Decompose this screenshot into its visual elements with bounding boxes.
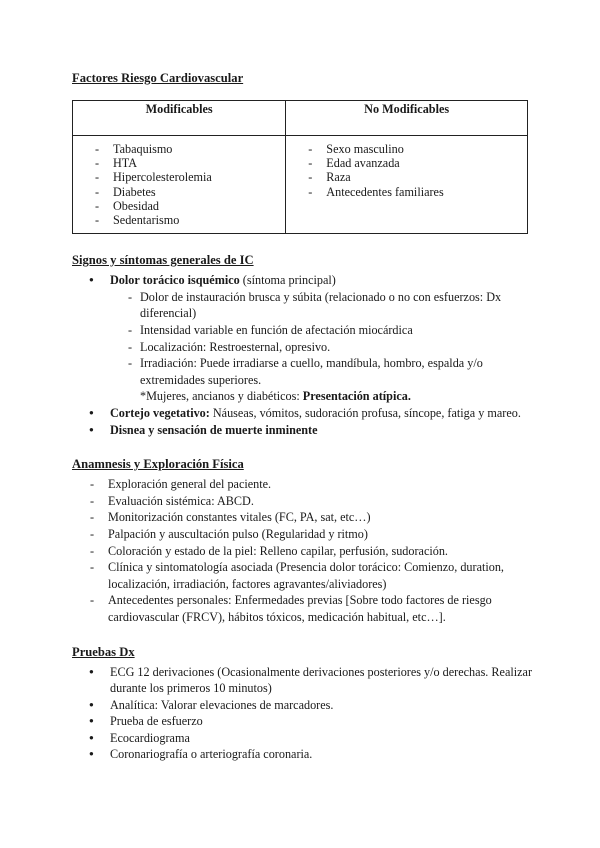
document-page bbox=[72, 70, 532, 763]
list-item: - Antecedentes personales: Enfermedades previas [Sobre todo factores de riesgo cardiovascular (FRCV), hábitos tóxicos, medicación habitual, etc…]. bbox=[72, 592, 532, 625]
list-item: ● Coronariografía o arteriografía coronaria. bbox=[72, 746, 532, 763]
list-item: ● Prueba de esfuerzo bbox=[72, 713, 532, 730]
list-item: ● Ecocardiograma bbox=[72, 730, 532, 747]
bullet-bold: Cortejo vegetativo: bbox=[110, 405, 210, 420]
list-item: - Coloración y estado de la piel: Relleno capilar, perfusión, sudoración. bbox=[72, 543, 532, 560]
bullet-bold: Dolor torácico isquémico bbox=[110, 273, 240, 288]
list-item: ● ECG 12 derivaciones (Ocasionalmente derivaciones posteriores y/o derechas. Realizar durante los primeros 10 minutos) bbox=[72, 664, 532, 697]
sub-item: - Irradiación: Puede irradiarse a cuello, mandíbula, hombro, espalda y/o extremidades superiores. bbox=[72, 355, 532, 388]
list-item: - Tabaquismo bbox=[73, 142, 285, 156]
list-item: - HTA bbox=[73, 156, 285, 170]
list-item: - Obesidad bbox=[73, 199, 285, 213]
tests-heading: Pruebas Dx bbox=[72, 644, 135, 659]
bullet-text: (síntoma principal) bbox=[239, 273, 336, 288]
sub-item: - Localización: Restroesternal, opresivo. bbox=[72, 339, 532, 356]
list-item: - Palpación y auscultación pulso (Regularidad y ritmo) bbox=[72, 526, 532, 543]
note-text: *Mujeres, ancianos y diabéticos: bbox=[140, 389, 303, 404]
risk-factors-table bbox=[72, 100, 528, 234]
modifiable-cell bbox=[73, 136, 286, 234]
modifiable-header: Modificables bbox=[73, 101, 286, 136]
list-item: - Monitorización constantes vitales (FC, PA, sat, etc…) bbox=[72, 509, 532, 526]
risk-factors-heading: Factores Riesgo Cardiovascular bbox=[72, 71, 244, 85]
note-bold: Presentación atípica. bbox=[302, 389, 411, 404]
list-item bbox=[72, 405, 532, 422]
non-modifiable-cell bbox=[286, 136, 528, 234]
sub-item: - Dolor de instauración brusca y súbita (relacionado o no con esfuerzos: Dx diferencial) bbox=[72, 289, 532, 322]
bullet-text: Náuseas, vómitos, sudoración profusa, síncope, fatiga y mareo. bbox=[209, 405, 521, 420]
list-item: - Hipercolesterolemia bbox=[73, 170, 285, 184]
list-item: - Raza bbox=[286, 170, 527, 184]
tests-section bbox=[72, 644, 532, 764]
signs-section bbox=[72, 252, 532, 438]
list-item: - Sexo masculino bbox=[286, 142, 527, 156]
anamnesis-section bbox=[72, 456, 532, 625]
list-item: - Exploración general del paciente. bbox=[72, 476, 532, 493]
non-modifiable-header: No Modificables bbox=[286, 101, 528, 136]
signs-heading: Signos y síntomas generales de IC bbox=[72, 253, 254, 268]
list-item: - Sedentarismo bbox=[73, 213, 285, 227]
sub-item: - Intensidad variable en función de afectación miocárdica bbox=[72, 322, 532, 339]
bullet-bold: Disnea y sensación de muerte inminente bbox=[110, 422, 318, 437]
list-item: - Diabetes bbox=[73, 185, 285, 199]
list-item: - Evaluación sistémica: ABCD. bbox=[72, 493, 532, 510]
list-item bbox=[72, 422, 532, 439]
list-item: - Antecedentes familiares bbox=[286, 185, 527, 199]
note bbox=[110, 388, 532, 405]
list-item: - Clínica y sintomatología asociada (Presencia dolor torácico: Comienzo, duration, localización, irradiación, factores agravantes/aliviadores) bbox=[72, 559, 532, 592]
list-item: - Edad avanzada bbox=[286, 156, 527, 170]
anamnesis-heading: Anamnesis y Exploración Física bbox=[72, 457, 244, 472]
list-item bbox=[72, 272, 532, 405]
list-item: ● Analítica: Valorar elevaciones de marcadores. bbox=[72, 697, 532, 714]
